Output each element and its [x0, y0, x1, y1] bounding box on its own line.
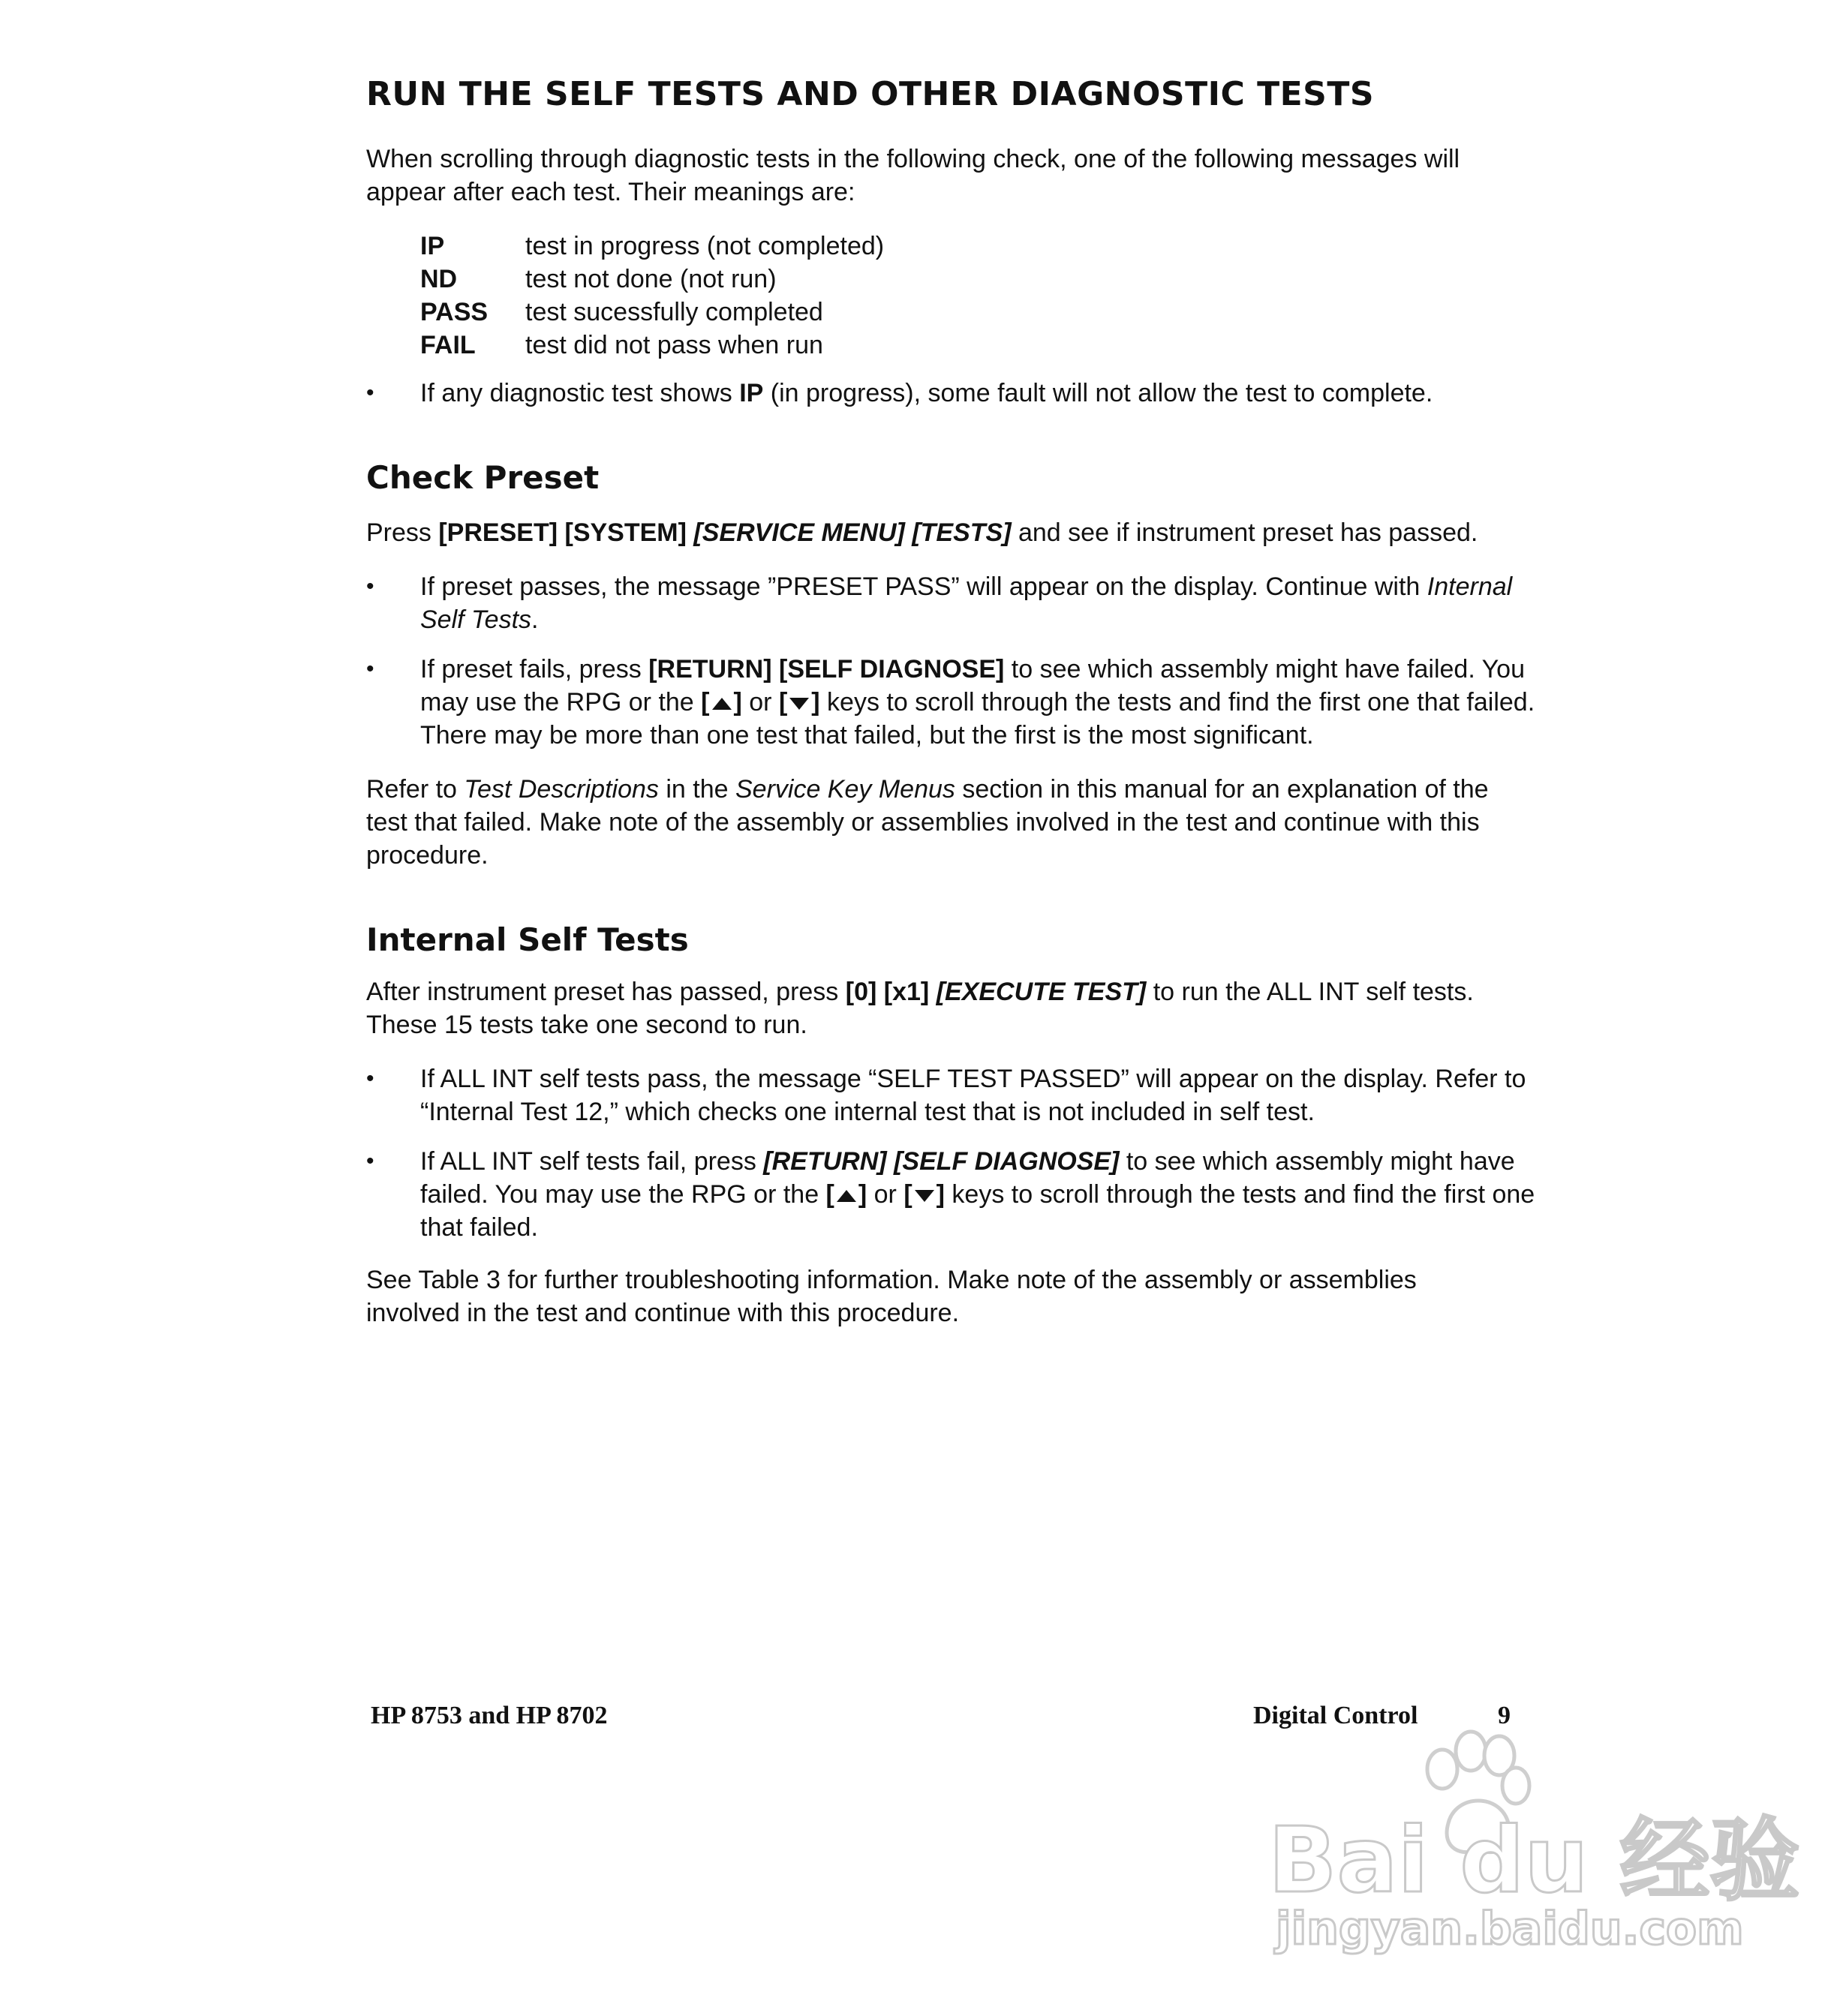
message-meaning: test not done (not run) — [525, 265, 777, 293]
key-preset: [PRESET] — [438, 518, 558, 547]
check-preset-instructions: Press [PRESET] [SYSTEM] [SERVICE MENU] [TESTS] and see if instrument preset has passed. — [366, 518, 1478, 547]
key-0: [0] — [845, 978, 877, 1006]
message-meaning: test did not pass when run — [525, 331, 823, 359]
ip-note-text: If any diagnostic test shows IP (in progress), some fault will not allow the test to complete. — [420, 379, 1433, 407]
up-arrow-key: [ ] — [701, 688, 742, 717]
message-meaning: test in progress (not completed) — [525, 232, 885, 260]
down-arrow-icon — [789, 698, 809, 710]
message-code: FAIL — [420, 331, 476, 359]
see-table-paragraph: See Table 3 for further troubleshooting information. Make note of the assembly or assemblies involved in the test and continue with this procedure. — [366, 1266, 1417, 1327]
down-arrow-icon — [915, 1190, 934, 1202]
footer-section: Digital Control — [1253, 1702, 1418, 1729]
self-test-fail-text: If ALL INT self tests fail, press [RETURN] [SELF DIAGNOSE] to see which assembly might have failed. You may use the RPG or the [ ] or [ ] keys to scroll through the tests and find the first one that failed. — [420, 1147, 1535, 1242]
message-code-row — [420, 230, 884, 263]
softkey-execute-test: [EXECUTE TEST] — [936, 978, 1147, 1006]
message-code: ND — [420, 265, 458, 293]
internal-self-tests-heading: Internal Self Tests — [366, 921, 689, 958]
section-heading: RUN THE SELF TESTS AND OTHER DIAGNOSTIC TESTS — [366, 75, 1375, 113]
self-test-instructions: After instrument preset has passed, press [0] [x1] [EXECUTE TEST] to run the ALL INT self tests. These 15 tests take one second to run. — [366, 978, 1474, 1039]
down-arrow-key: [ ] — [778, 688, 820, 717]
message-code-row — [420, 329, 884, 362]
key-return: [RETURN] — [648, 655, 772, 684]
softkey-return: [RETURN] — [763, 1147, 887, 1176]
baidu-watermark — [1268, 1726, 1800, 2003]
bullet-dot: • — [366, 656, 374, 681]
up-arrow-key: [ ] — [825, 1180, 867, 1209]
message-code: PASS — [420, 298, 489, 326]
self-test-pass-text: If ALL INT self tests pass, the message “SELF TEST PASSED” will appear on the display. Refer to “Internal Test 12,” which checks one internal test that is not included in self test. — [420, 1065, 1526, 1126]
message-code-row — [420, 296, 884, 329]
key-system: [SYSTEM] — [564, 518, 687, 547]
key-self-diagnose: [SELF DIAGNOSE] — [779, 655, 1005, 684]
preset-pass-text: If preset passes, the message ”PRESET PASS” will appear on the display. Continue with Internal Self Tests. — [420, 572, 1513, 634]
bullet-dot: • — [366, 574, 374, 599]
message-code-row — [420, 263, 884, 296]
intro-paragraph: When scrolling through diagnostic tests in the following check, one of the following messages will appear after each test. Their meanings are: — [366, 145, 1460, 206]
message-code: IP — [420, 232, 445, 260]
softkey-service-menu: [SERVICE MENU] — [693, 518, 905, 547]
watermark-url: jingyan.baidu.com — [1276, 1903, 1744, 1955]
check-preset-heading: Check Preset — [366, 459, 600, 496]
message-meaning: test sucessfully completed — [525, 298, 823, 326]
key-x1: [x1] — [883, 978, 930, 1006]
up-arrow-icon — [712, 698, 732, 710]
refer-paragraph: Refer to Test Descriptions in the Service Key Menus section in this manual for an explanation of the test that failed. Make note of the assembly or assemblies involved in the test and continue with this procedure. — [366, 775, 1489, 870]
softkey-self-diagnose: [SELF DIAGNOSE] — [894, 1147, 1120, 1176]
watermark-logo-text: Bai du 经验 — [1268, 1809, 1800, 1913]
preset-fail-text: If preset fails, press [RETURN] [SELF DIAGNOSE] to see which assembly might have failed. You may use the RPG or the [ ] or [ ] keys to scroll through the tests and find the first one that failed. There may be more than one test that failed, but the first is the most significant. — [420, 655, 1535, 750]
bullet-dot: • — [366, 380, 374, 405]
bullet-dot: • — [366, 1066, 374, 1091]
softkey-tests: [TESTS] — [912, 518, 1012, 547]
message-codes-table — [420, 230, 884, 362]
page-number: 9 — [1498, 1702, 1511, 1729]
up-arrow-icon — [837, 1190, 856, 1202]
bullet-dot: • — [366, 1149, 374, 1173]
down-arrow-key: [ ] — [903, 1180, 945, 1209]
footer-model: HP 8753 and HP 8702 — [371, 1702, 608, 1729]
